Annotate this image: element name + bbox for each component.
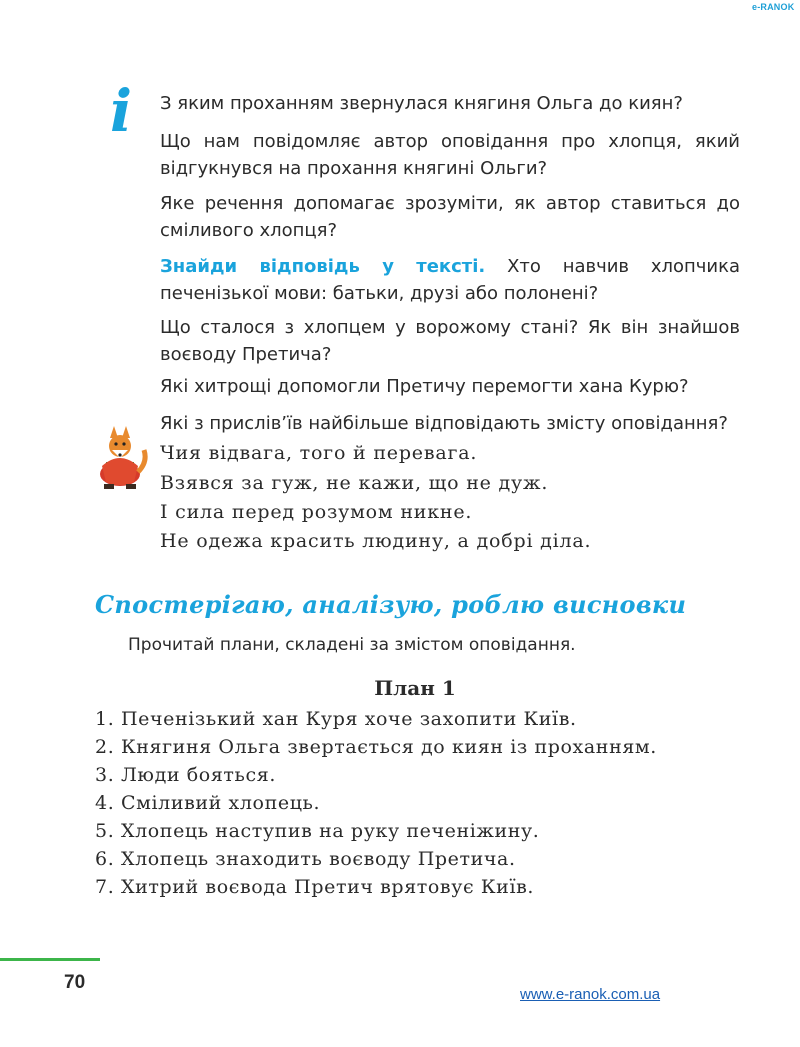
plan-list [95,705,657,901]
question-6: Які хитрощі допомогли Претичу перемогти хана Курю? [160,376,689,397]
question-2: Що нам повідомляє автор оповідання про хлопця, який відгукнувся на прохання княгині Ольги? [160,131,740,179]
question-3: Яке речення допомагає зрозуміти, як автор ставиться до сміливого хлопця? [160,193,740,241]
proverb-4: Не одежа красить людину, а добрі діла. [160,530,592,552]
question-4-text: Хто навчив хлопчика печенізької мови: батьки, друзі або полонені? [160,256,741,304]
question-5: Що сталося з хлопцем у ворожому стані? Як він знайшов воєводу Претича? [160,317,740,365]
plan-item: 3. Люди бояться. [95,764,276,786]
proverb-2: Взявся за гуж, не кажи, що не дуж. [160,472,549,494]
footer-divider [0,958,100,961]
question-1: З яким проханням звернулася княгиня Ольга до киян? [160,93,683,114]
plan-title: План 1 [374,676,456,700]
publisher-logo: e-RANOK [752,2,795,12]
info-icon: i [110,77,133,145]
fox-illustration-icon [90,410,150,490]
section-title: Спостерігаю, аналізую, роблю висновки [95,590,687,619]
page-number: 70 [64,972,86,993]
proverb-1: Чия відвага, того й перевага. [160,442,478,464]
website-link[interactable]: www.e-ranok.com.ua [520,986,661,1003]
proverb-3: І сила перед розумом никне. [160,501,473,523]
plan-item: 5. Хлопець наступив на руку печеніжину. [95,820,540,842]
highlight-task: Знайди відповідь у тексті. [160,256,486,277]
question-4 [160,253,740,307]
plan-item: 6. Хлопець знаходить воєводу Претича. [95,848,516,870]
plan-item: 7. Хитрий воєвода Претич врятовує Київ. [95,876,535,898]
section-intro: Прочитай плани, складені за змістом оповідання. [128,635,576,655]
plan-item: 2. Княгиня Ольга звертається до киян із проханням. [95,736,657,758]
question-7: Які з прислів’їв найбільше відповідають змісту оповідання? [160,413,728,434]
plan-item: 4. Сміливий хлопець. [95,792,321,814]
plan-item: 1. Печенізький хан Куря хоче захопити Київ. [95,708,577,730]
